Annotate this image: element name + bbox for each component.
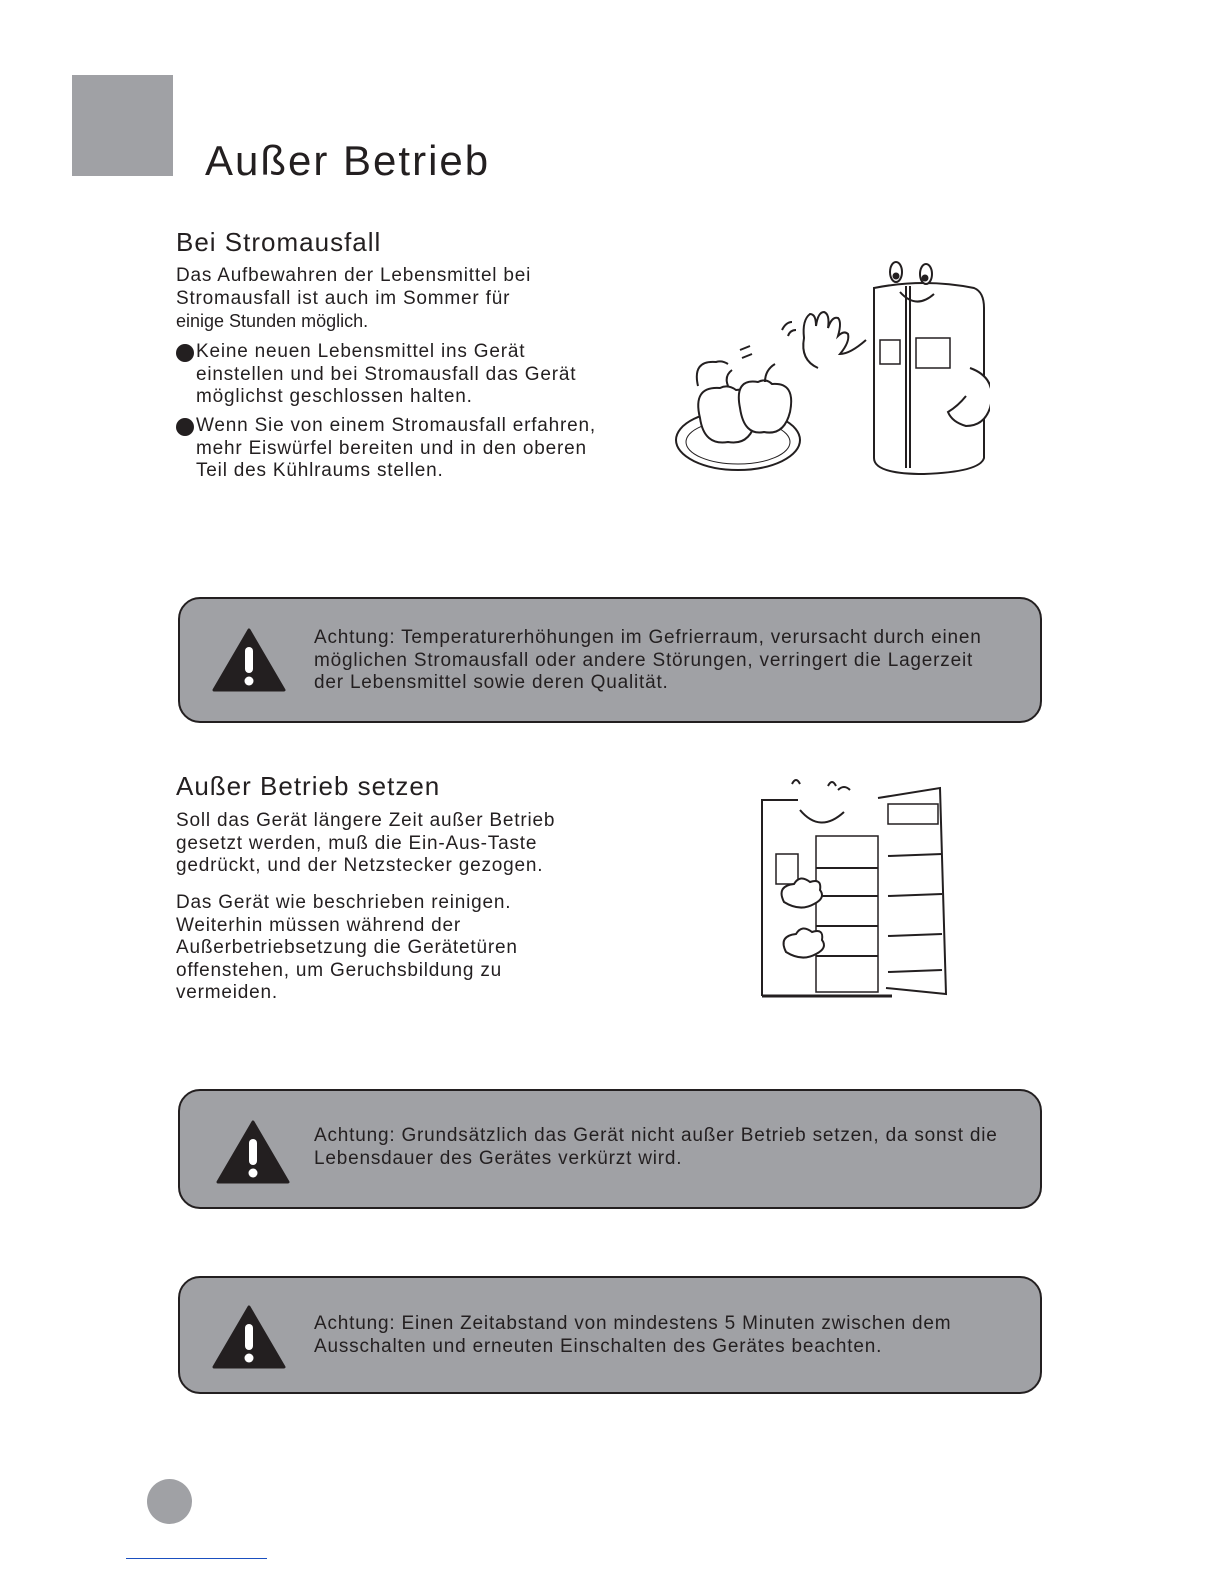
warning-triangle-icon <box>216 1119 290 1185</box>
warning-triangle-icon <box>212 1304 286 1370</box>
power-outage-intro <box>176 265 531 333</box>
smile <box>800 810 844 823</box>
text-line: Achtung: Temperaturerhöhungen im Gefrierraum, verursacht durch einen <box>314 627 982 648</box>
page-title: Außer Betrieb <box>205 137 491 184</box>
text-line: Keine neuen Lebensmittel ins Gerät <box>196 341 526 362</box>
motion-mark <box>740 346 752 358</box>
motion-mark <box>838 787 850 790</box>
text-line: einstellen und bei Stromausfall das Gerät <box>196 363 577 385</box>
bullet-dot-icon <box>176 344 194 362</box>
text-line: Weiterhin müssen während der <box>176 914 462 936</box>
apple-shape <box>697 361 728 386</box>
fridge-cartoon-illustration <box>670 258 990 488</box>
decommission-para-2 <box>176 892 518 1005</box>
bullet-dot-icon <box>176 418 194 436</box>
text-line: vermeiden. <box>176 982 278 1003</box>
text-line: Lebensdauer des Gerätes verkürzt wird. <box>314 1147 683 1169</box>
warning-box <box>178 597 1042 723</box>
pupil <box>894 274 899 279</box>
text-line: gedrückt, und der Netzstecker gezogen. <box>176 855 544 876</box>
text-line: einige Stunden möglich. <box>176 311 369 331</box>
text-line: gesetzt werden, muß die Ein-Aus-Taste <box>176 832 538 854</box>
decommission-para-1 <box>176 810 555 878</box>
text-line: Teil des Kühlraums stellen. <box>196 460 444 481</box>
warning-triangle-icon <box>212 627 286 693</box>
pupil <box>923 276 928 281</box>
motion-mark <box>782 322 796 336</box>
text-line: Stromausfall ist auch im Sommer für <box>176 287 511 309</box>
interior <box>816 836 878 992</box>
section-tab-block <box>72 75 173 176</box>
warning-text <box>314 627 1026 695</box>
hand <box>784 928 824 957</box>
apple-stem <box>765 364 775 382</box>
text-line: Wenn Sie von einem Stromausfall erfahren, <box>196 415 596 436</box>
text-line: möglichst geschlossen halten. <box>196 386 473 407</box>
text-line: Das Gerät wie beschrieben reinigen. <box>176 892 512 913</box>
text-line: mehr Eiswürfel bereiten und in den oberen <box>196 437 587 459</box>
text-line: Achtung: Einen Zeitabstand von mindestens 5 Minuten zwischen dem <box>314 1313 952 1334</box>
text-line: Soll das Gerät längere Zeit außer Betrieb <box>176 810 556 831</box>
fridge-body <box>874 283 984 474</box>
hand <box>782 878 822 907</box>
bullet-item <box>176 415 656 483</box>
text-line: offenstehen, um Geruchsbildung zu <box>176 959 503 981</box>
footer-rule <box>126 1558 267 1559</box>
open-fridge-illustration <box>758 776 952 1002</box>
text-line: Das Aufbewahren der Lebensmittel bei <box>176 265 532 286</box>
text-line: Ausschalten und erneuten Einschalten des Gerätes beachten. <box>314 1335 883 1357</box>
text-line: Achtung: Grundsätzlich das Gerät nicht außer Betrieb setzen, da sonst die <box>314 1125 998 1146</box>
eyes <box>792 780 836 786</box>
warning-text <box>314 1313 1026 1358</box>
text-line: Außerbetriebsetzung die Gerätetüren <box>176 937 518 958</box>
apple-shape <box>739 380 791 432</box>
warning-box <box>178 1089 1042 1209</box>
text-line: der Lebensmittel sowie deren Qualität. <box>314 672 669 693</box>
waving-hand <box>803 312 866 368</box>
apple-stem <box>727 370 732 386</box>
section-heading-power-outage: Bei Stromausfall <box>176 227 382 257</box>
text-line: möglichen Stromausfall oder andere Störungen, verringert die Lagerzeit <box>314 649 974 671</box>
dispenser-panel <box>776 854 798 884</box>
section-heading-decommission: Außer Betrieb setzen <box>176 771 441 801</box>
warning-box <box>178 1276 1042 1394</box>
page-number-circle <box>147 1479 192 1524</box>
warning-text <box>314 1125 1026 1170</box>
bullet-item <box>176 341 656 409</box>
